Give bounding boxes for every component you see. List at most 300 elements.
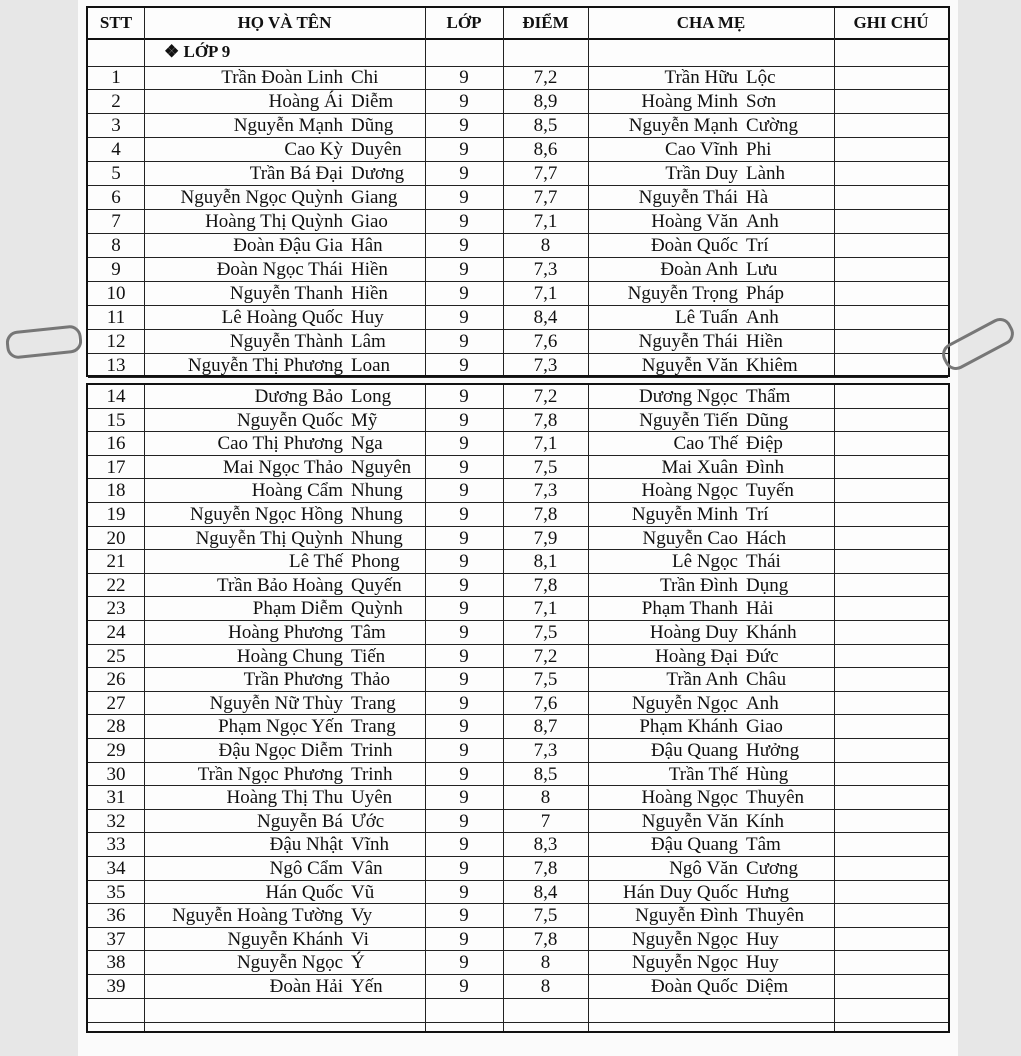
class-cell: 9 <box>459 787 469 809</box>
student-last-name: Cao Kỳ <box>284 139 343 160</box>
parent-first-name: Anh <box>746 692 779 714</box>
class-cell: 9 <box>459 91 469 112</box>
student-last-name: Hoàng Phương <box>228 622 343 643</box>
student-last-name: Đoàn Ngọc Thái <box>216 259 343 280</box>
student-first-name: Yến <box>351 976 383 997</box>
class-cell: 9 <box>459 235 469 256</box>
stt-cell: 15 <box>106 409 126 431</box>
student-last-name: Nguyễn Bá <box>256 810 343 832</box>
stt-cell: 31 <box>106 787 126 809</box>
parent-first-name: Thẩm <box>746 386 791 407</box>
class-cell: 9 <box>459 163 469 184</box>
class-cell: 9 <box>459 187 469 208</box>
note-cell <box>834 258 948 281</box>
score-cell: 7,5 <box>533 905 558 927</box>
student-last-name: Dương Bảo <box>254 386 343 407</box>
stt-cell: 30 <box>106 763 126 785</box>
parent-last-name: Hoàng Văn <box>651 211 738 232</box>
parent-last-name: Trần Hữu <box>664 67 738 88</box>
class-cell: 9 <box>459 551 469 573</box>
table-row <box>88 162 948 186</box>
note-cell <box>834 574 948 597</box>
parent-first-name: Hách <box>746 527 787 549</box>
score-cell: 7,9 <box>533 527 558 549</box>
score-cell: 7,2 <box>533 386 558 407</box>
stt-cell: 21 <box>106 551 126 573</box>
parent-last-name: Nguyễn Cao <box>642 527 738 549</box>
stt-cell: 4 <box>111 139 121 160</box>
stt-cell: 37 <box>106 928 126 950</box>
note-cell <box>834 282 948 305</box>
parent-first-name: Anh <box>746 211 779 232</box>
student-first-name: Vĩnh <box>351 834 389 856</box>
stt-cell: 11 <box>106 307 126 328</box>
parent-last-name: Đoàn Anh <box>660 259 738 280</box>
empty-row <box>88 999 948 1023</box>
class-cell: 9 <box>459 67 469 88</box>
table-row <box>88 904 948 928</box>
stt-cell: 14 <box>106 386 126 407</box>
score-cell: 8,6 <box>533 139 558 160</box>
parent-last-name: Nguyễn Trọng <box>627 283 738 304</box>
column-divider <box>144 8 145 375</box>
class-cell: 9 <box>459 456 469 478</box>
parent-first-name: Dũng <box>746 409 789 431</box>
table-row <box>88 66 948 90</box>
table-row <box>88 354 948 378</box>
class-cell: 9 <box>459 433 469 455</box>
class-cell: 9 <box>459 283 469 304</box>
student-last-name: Lê Thế <box>289 551 343 573</box>
note-cell <box>834 186 948 209</box>
score-cell: 8,3 <box>533 834 558 856</box>
stt-cell: 6 <box>111 187 121 208</box>
class-cell: 9 <box>459 976 469 997</box>
paper-clip-left <box>5 324 84 360</box>
score-cell: 7,8 <box>533 504 558 525</box>
stt-cell: 7 <box>111 211 121 232</box>
stt-cell: 29 <box>106 740 126 761</box>
parent-last-name: Nguyễn Văn <box>641 355 738 376</box>
parent-first-name: Giao <box>746 716 783 738</box>
note-cell <box>834 928 948 951</box>
student-first-name: Vy <box>351 905 373 927</box>
parent-last-name: Nguyễn Thái <box>638 331 738 352</box>
student-first-name: Nhung <box>351 480 403 502</box>
parent-last-name: Đậu Quang <box>650 834 738 856</box>
score-cell: 7,5 <box>533 669 558 691</box>
parent-first-name: Lộc <box>746 67 776 88</box>
table-row <box>88 951 948 975</box>
stt-cell: 3 <box>111 115 121 136</box>
header-score: ĐIỂM <box>522 13 569 32</box>
table-row <box>88 306 948 330</box>
student-first-name: Nhung <box>351 527 403 549</box>
student-first-name: Giang <box>351 187 398 208</box>
class-cell: 9 <box>459 669 469 691</box>
class-cell: 9 <box>459 598 469 620</box>
student-first-name: Diễm <box>351 91 394 112</box>
student-first-name: Nga <box>351 433 383 455</box>
class-cell: 9 <box>459 905 469 927</box>
score-cell: 8 <box>540 787 551 809</box>
parent-first-name: Thuyên <box>746 905 805 927</box>
parent-last-name: Ngô Văn <box>669 858 738 879</box>
note-cell <box>834 503 948 526</box>
score-cell: 8 <box>540 235 551 256</box>
note-cell <box>834 456 948 479</box>
student-last-name: Hoàng Cẩm <box>251 480 343 502</box>
student-first-name: Thảo <box>351 669 391 691</box>
class-cell: 9 <box>459 307 469 328</box>
class-cell: 9 <box>459 716 469 738</box>
table-row <box>88 550 948 574</box>
parent-last-name: Đoàn Quốc <box>650 235 738 256</box>
table-row <box>88 234 948 258</box>
score-cell: 7,1 <box>533 211 558 232</box>
table-row <box>88 258 948 282</box>
student-last-name: Nguyễn Thị Phương <box>187 355 343 376</box>
parent-first-name: Khiêm <box>746 355 798 376</box>
parent-first-name: Lành <box>746 163 786 184</box>
student-last-name: Nguyễn Ngọc Quỳnh <box>180 187 343 208</box>
parent-first-name: Kính <box>746 810 784 832</box>
student-last-name: Trần Ngọc Phương <box>197 763 343 785</box>
note-cell <box>834 138 948 161</box>
class-cell: 9 <box>459 355 469 376</box>
table-row <box>88 715 948 739</box>
parent-last-name: Dương Ngọc <box>639 386 738 407</box>
student-first-name: Duyên <box>351 139 402 160</box>
note-cell <box>834 385 948 408</box>
score-cell: 7,8 <box>533 409 558 431</box>
stt-cell: 35 <box>106 881 126 903</box>
stt-cell: 27 <box>106 692 126 714</box>
parent-last-name: Nguyễn Ngọc <box>631 692 738 714</box>
table-row <box>88 114 948 138</box>
class-cell: 9 <box>459 480 469 502</box>
header-name: HỌ VÀ TÊN <box>237 13 332 32</box>
note-cell <box>834 951 948 974</box>
note-cell <box>834 527 948 550</box>
student-last-name: Phạm Ngọc Yến <box>218 716 343 738</box>
class-cell: 9 <box>459 928 469 950</box>
class-cell: 9 <box>459 574 469 596</box>
parent-first-name: Hưởng <box>746 740 800 761</box>
score-cell: 8,7 <box>533 716 558 738</box>
stt-cell: 20 <box>106 527 126 549</box>
student-first-name: Ý <box>351 952 365 974</box>
note-cell <box>834 668 948 691</box>
parent-first-name: Hải <box>746 598 774 620</box>
student-table-bottom <box>86 383 950 1033</box>
header-note: GHI CHÚ <box>853 13 929 32</box>
parent-last-name: Trần Anh <box>666 669 738 691</box>
note-cell <box>834 645 948 668</box>
table-row <box>88 282 948 306</box>
score-cell: 8 <box>540 976 551 997</box>
table-row <box>88 409 948 433</box>
note-cell <box>834 810 948 833</box>
parent-first-name: Thái <box>746 551 781 573</box>
student-first-name: Chi <box>351 67 379 88</box>
student-first-name: Dương <box>351 163 405 184</box>
class-cell: 9 <box>459 139 469 160</box>
stt-cell: 16 <box>106 433 126 455</box>
table-row <box>88 90 948 114</box>
stt-cell: 18 <box>106 480 126 502</box>
score-cell: 8,4 <box>533 881 558 903</box>
student-first-name: Trinh <box>351 763 393 785</box>
note-cell <box>834 210 948 233</box>
parent-first-name: Trí <box>746 504 769 525</box>
student-first-name: Trinh <box>351 740 393 761</box>
student-first-name: Tâm <box>351 622 386 643</box>
score-cell: 7,7 <box>533 187 558 208</box>
note-cell <box>834 66 948 89</box>
table-row <box>88 975 948 999</box>
student-table-top <box>86 6 950 377</box>
stt-cell: 34 <box>106 858 126 879</box>
table-row <box>88 739 948 763</box>
stt-cell: 9 <box>111 259 121 280</box>
header-parent: CHA MẸ <box>676 13 746 32</box>
note-cell <box>834 904 948 927</box>
note-cell <box>834 432 948 455</box>
parent-last-name: Đoàn Quốc <box>650 976 738 997</box>
class-cell: 9 <box>459 881 469 903</box>
class-cell: 9 <box>459 645 469 667</box>
parent-last-name: Hoàng Duy <box>649 622 738 643</box>
score-cell: 7,7 <box>533 163 558 184</box>
stt-cell: 24 <box>106 622 126 643</box>
parent-first-name: Hà <box>746 187 769 208</box>
student-last-name: Nguyễn Mạnh <box>233 115 343 136</box>
class-cell: 9 <box>459 763 469 785</box>
note-cell <box>834 90 948 113</box>
stt-cell: 1 <box>111 67 121 88</box>
student-first-name: Quỳnh <box>351 598 403 620</box>
parent-first-name: Huy <box>746 928 779 950</box>
parent-last-name: Nguyễn Đình <box>635 905 738 927</box>
note-cell <box>834 550 948 573</box>
stt-cell: 8 <box>111 235 121 256</box>
note-cell <box>834 597 948 620</box>
score-cell: 8,5 <box>533 115 558 136</box>
note-cell <box>834 692 948 715</box>
table-row <box>88 857 948 881</box>
column-divider <box>588 385 589 1031</box>
student-first-name: Loan <box>351 355 391 376</box>
column-divider <box>503 8 504 375</box>
student-first-name: Vũ <box>351 881 375 903</box>
parent-first-name: Dụng <box>746 574 789 596</box>
note-cell <box>834 234 948 257</box>
stt-cell: 39 <box>106 976 126 997</box>
table-row <box>88 503 948 527</box>
student-first-name: Giao <box>351 211 388 232</box>
note-cell <box>834 975 948 998</box>
class-cell: 9 <box>459 386 469 407</box>
student-last-name: Nguyễn Khánh <box>227 928 343 950</box>
student-first-name: Tiến <box>351 645 386 667</box>
parent-last-name: Hoàng Ngọc <box>641 787 738 809</box>
score-cell: 7,1 <box>533 598 558 620</box>
parent-first-name: Hưng <box>746 881 790 903</box>
parent-last-name: Nguyễn Tiến <box>639 409 738 431</box>
parent-last-name: Nguyễn Ngọc <box>631 928 738 950</box>
score-cell: 7,5 <box>533 622 558 643</box>
note-cell <box>834 833 948 856</box>
student-first-name: Nguyên <box>351 456 412 478</box>
parent-first-name: Thuyên <box>746 787 805 809</box>
class-cell: 9 <box>459 331 469 352</box>
student-last-name: Cao Thị Phương <box>217 433 343 455</box>
parent-last-name: Nguyễn Văn <box>641 810 738 832</box>
stt-cell: 5 <box>111 163 121 184</box>
parent-first-name: Hiền <box>746 331 783 352</box>
score-cell: 7,3 <box>533 355 558 376</box>
table-row <box>88 928 948 952</box>
student-last-name: Trần Đoàn Linh <box>221 67 343 88</box>
student-last-name: Đoàn Hải <box>269 976 343 997</box>
score-cell: 7,2 <box>533 645 558 667</box>
parent-first-name: Lưu <box>746 259 778 280</box>
student-first-name: Phong <box>351 551 400 573</box>
student-first-name: Ước <box>351 810 385 832</box>
student-first-name: Trang <box>351 716 396 738</box>
student-first-name: Vi <box>351 928 369 950</box>
student-last-name: Trần Bảo Hoàng <box>217 574 343 596</box>
table-row <box>88 597 948 621</box>
student-last-name: Mai Ngọc Thảo <box>223 456 343 478</box>
section-title-row <box>88 38 948 67</box>
parent-last-name: Hoàng Minh <box>641 91 738 112</box>
class-cell: 9 <box>459 740 469 761</box>
student-last-name: Nguyễn Thành <box>229 331 343 352</box>
student-first-name: Nhung <box>351 504 403 525</box>
score-cell: 7,6 <box>533 331 558 352</box>
student-last-name: Nguyễn Thị Quỳnh <box>195 527 343 549</box>
score-cell: 7,3 <box>533 480 558 502</box>
parent-last-name: Hoàng Đại <box>655 645 738 667</box>
student-last-name: Nguyễn Ngọc Hồng <box>189 504 343 525</box>
score-cell: 7,8 <box>533 858 558 879</box>
parent-first-name: Khánh <box>746 622 797 643</box>
score-cell: 8 <box>540 952 551 974</box>
student-first-name: Vân <box>351 858 383 879</box>
table-row <box>88 432 948 456</box>
table-row <box>88 833 948 857</box>
student-first-name: Long <box>351 386 392 407</box>
table-row <box>88 786 948 810</box>
parent-last-name: Hán Duy Quốc <box>622 881 738 903</box>
score-cell: 8,5 <box>533 763 558 785</box>
parent-first-name: Pháp <box>746 283 784 304</box>
stt-cell: 12 <box>106 331 126 352</box>
table-row <box>88 645 948 669</box>
note-cell <box>834 479 948 502</box>
parent-last-name: Nguyễn Ngọc <box>631 952 738 974</box>
note-cell <box>834 306 948 329</box>
stt-cell: 23 <box>106 598 126 620</box>
student-last-name: Nguyễn Quốc <box>236 409 343 431</box>
parent-first-name: Huy <box>746 952 779 974</box>
parent-first-name: Châu <box>746 669 787 691</box>
parent-first-name: Trí <box>746 235 769 256</box>
note-cell <box>834 786 948 809</box>
class-cell: 9 <box>459 834 469 856</box>
class-cell: 9 <box>459 504 469 525</box>
table-row <box>88 692 948 716</box>
table-row <box>88 668 948 692</box>
parent-first-name: Điệp <box>746 433 783 455</box>
note-cell <box>834 409 948 432</box>
header-class: LỚP <box>446 13 482 32</box>
student-last-name: Hoàng Ái <box>268 91 343 112</box>
class-cell: 9 <box>459 259 469 280</box>
table-row <box>88 881 948 905</box>
stt-cell: 25 <box>106 645 126 667</box>
score-cell: 8,1 <box>533 551 558 573</box>
parent-last-name: Cao Vĩnh <box>664 139 738 160</box>
table-row <box>88 574 948 598</box>
student-first-name: Mỹ <box>351 409 378 431</box>
score-cell: 7 <box>540 810 551 832</box>
table-row <box>88 621 948 645</box>
table-row <box>88 330 948 354</box>
parent-first-name: Anh <box>746 307 779 328</box>
table-row <box>88 763 948 787</box>
class-cell: 9 <box>459 115 469 136</box>
stt-cell: 28 <box>106 716 126 738</box>
section-title: ❖ LỚP 9 <box>164 42 231 61</box>
score-cell: 7,3 <box>533 740 558 761</box>
parent-last-name: Phạm Khánh <box>639 716 738 738</box>
student-first-name: Hiền <box>351 283 388 304</box>
parent-last-name: Nguyễn Minh <box>631 504 738 525</box>
table-row <box>88 527 948 551</box>
class-cell: 9 <box>459 211 469 232</box>
class-cell: 9 <box>459 622 469 643</box>
column-divider <box>588 8 589 375</box>
table-row <box>88 138 948 162</box>
score-cell: 7,5 <box>533 456 558 478</box>
stt-cell: 36 <box>106 905 126 927</box>
student-first-name: Huy <box>351 307 384 328</box>
table-row <box>88 385 948 409</box>
parent-first-name: Diệm <box>746 976 789 997</box>
note-cell <box>834 857 948 880</box>
stt-cell: 26 <box>106 669 126 691</box>
parent-last-name: Lê Tuấn <box>675 307 738 328</box>
stt-cell: 22 <box>106 574 126 596</box>
parent-first-name: Đức <box>746 645 779 667</box>
parent-first-name: Tâm <box>746 834 781 856</box>
parent-first-name: Hùng <box>746 763 789 785</box>
table-row <box>88 456 948 480</box>
table-row <box>88 210 948 234</box>
student-last-name: Đậu Ngọc Diễm <box>218 740 343 761</box>
student-last-name: Nguyễn Nữ Thùy <box>209 692 343 714</box>
parent-first-name: Cương <box>746 858 799 879</box>
parent-first-name: Phi <box>746 139 772 160</box>
student-first-name: Quyến <box>351 574 402 596</box>
parent-last-name: Nguyễn Thái <box>638 187 738 208</box>
column-divider <box>834 385 835 1031</box>
class-cell: 9 <box>459 858 469 879</box>
score-cell: 7,1 <box>533 433 558 455</box>
